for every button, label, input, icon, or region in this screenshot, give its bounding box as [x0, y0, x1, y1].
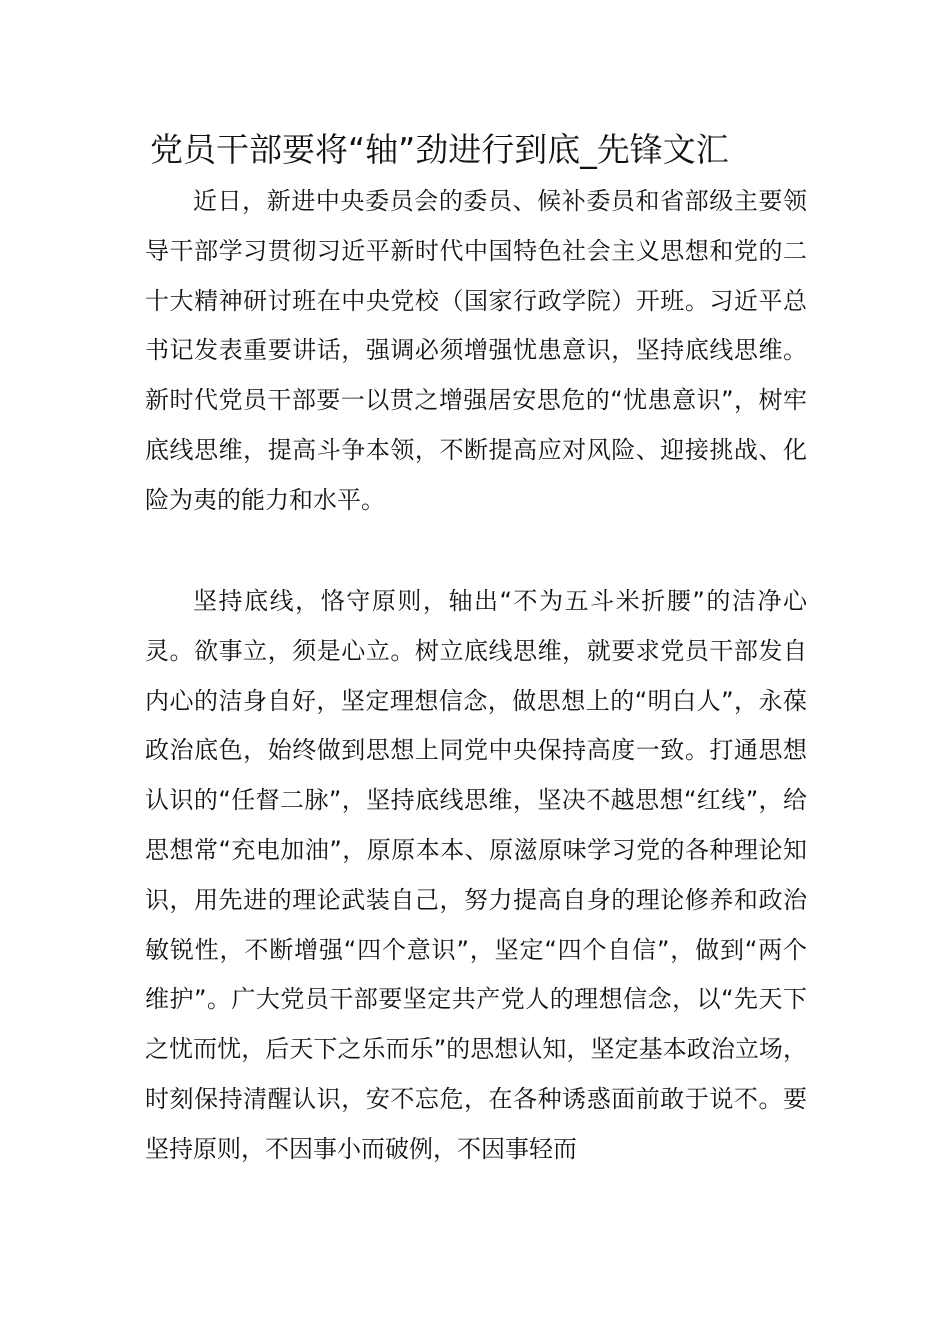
paragraph-bottom-line: 坚持底线，恪守原则，轴出“不为五斗米折腰”的洁净心灵。欲事立，须是心立。树立底线思维，就要求党员干部发自内心的洁身自好，坚定理想信念，做思想上的“明白人”，永葆政治底色，始终做到思想上同党中央保持高度一致。打通思想认识的“任督二脉”，坚持底线思维，坚决不越思想“红线”，给思想常“充电加油”，原原本本、原滋原味学习党的各种理论知识，用先进的理论武装自己，努力提高自身的理论修养和政治敏锐性，不断增强“四个意识”，坚定“四个自信”，做到“两个维护”。广大党员干部要坚定共产党人的理想信念，以“先天下之忧而忧，后天下之乐而乐”的思想认知，坚定基本政治立场，时刻保持清醒认识，安不忘危，在各种诱惑面前敢于说不。要坚持原则，不因事小而破例，不因事轻而: [145, 587, 807, 1163]
document-title: 党员干部要将“轴”劲进行到底_先锋文汇: [150, 130, 729, 169]
paragraph-intro: 近日，新进中央委员会的委员、候补委员和省部级主要领导干部学习贯彻习近平新时代中国特色社会主义思想和党的二十大精神研讨班在中央党校（国家行政学院）开班。习近平总书记发表重要讲话，强调必须增强忧患意识，坚持底线思维。新时代党员干部要一以贯之增强居安思危的“忧患意识”，树牢底线思维，提高斗争本领，不断提高应对风险、迎接挑战、化险为夷的能力和水平。: [145, 187, 807, 514]
